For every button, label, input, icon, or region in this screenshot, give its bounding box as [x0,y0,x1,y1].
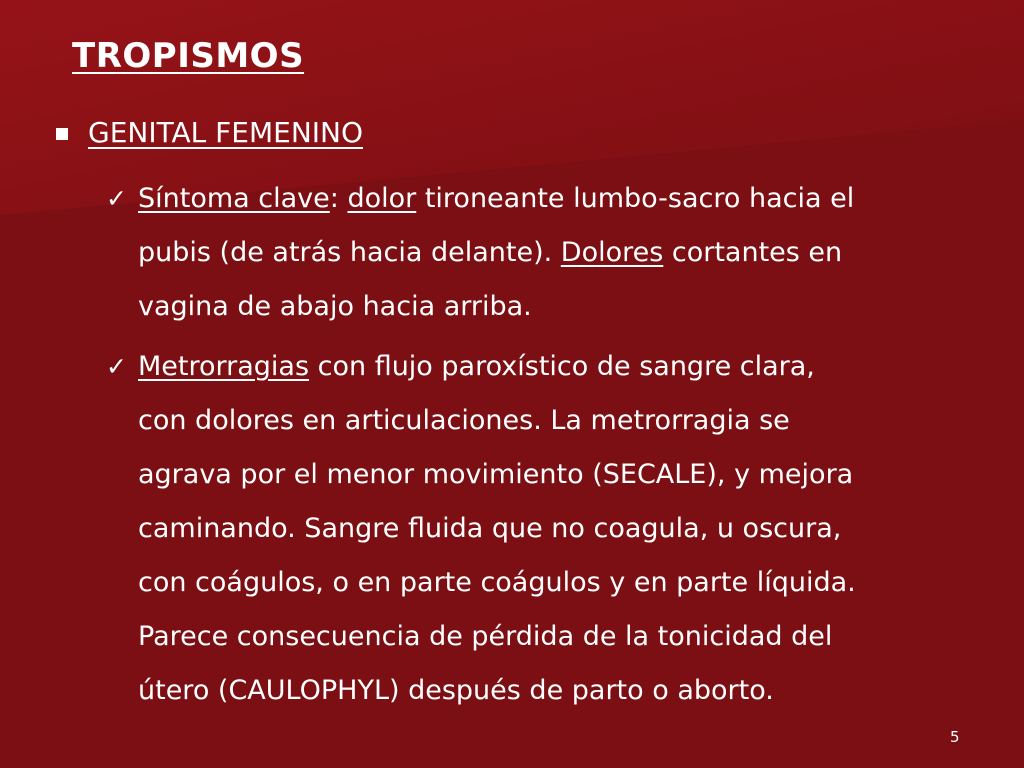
text-line [138,280,978,334]
sub-bullet-metrorragias [106,340,978,718]
text-segment: útero (CAULOPHYL) después de parto o aborto. [138,675,774,706]
text-segment: agrava por el menor movimiento (SECALE), y mejora [138,459,854,490]
checkmark-icon: ✓ [106,184,127,213]
section-heading: GENITAL FEMENINO [88,116,364,149]
text-segment: : [329,183,348,214]
text-line [138,340,978,394]
underlined-term: Síntoma clave [138,183,330,214]
text-line [138,664,978,718]
text-segment: con coágulos, o en parte coágulos y en parte líquida. [138,567,856,598]
text-line [138,226,978,280]
sub-bullet-text [138,172,978,334]
text-line [138,172,978,226]
text-segment: pubis (de atrás hacia delante). [138,237,561,268]
text-line [138,394,978,448]
underlined-term: Metrorragias [138,351,310,382]
sub-bullet-text [138,340,978,718]
main-bullet [56,116,363,150]
sub-bullet-sintoma [106,172,978,334]
text-segment: Parece consecuencia de pérdida de la tonicidad del [138,621,833,652]
underlined-term: Dolores [560,237,664,268]
text-segment: caminando. Sangre fluida que no coagula, u oscura, [138,513,842,544]
page-number: 5 [950,728,960,746]
text-segment: con flujo paroxístico de sangre clara, [309,351,815,382]
square-bullet-icon [56,128,68,140]
text-segment: vagina de abajo hacia arriba. [138,291,532,322]
underlined-term: dolor [347,183,417,214]
slide-title: TROPISMOS [72,36,305,76]
text-line [138,556,978,610]
checkmark-icon: ✓ [106,352,127,381]
text-line [138,448,978,502]
text-line [138,502,978,556]
text-segment: con dolores en articulaciones. La metrorragia se [138,405,790,436]
text-segment: cortantes en [663,237,843,268]
text-segment: tironeante lumbo-sacro hacia el [416,183,855,214]
text-line [138,610,978,664]
